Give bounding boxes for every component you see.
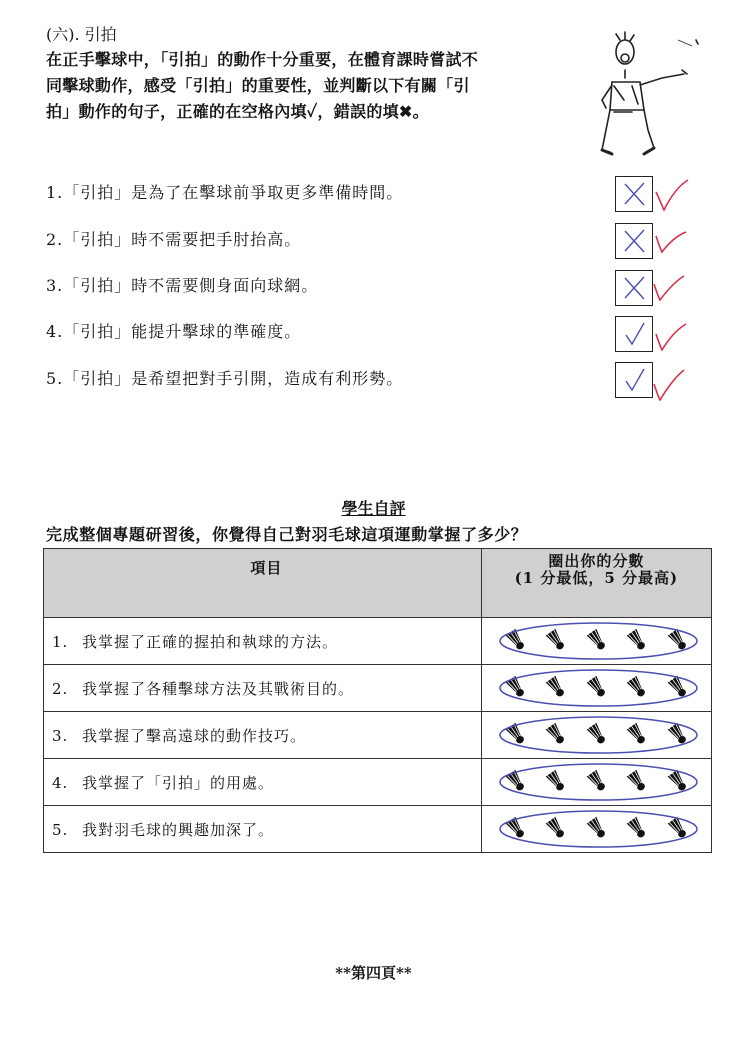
page-footer: **第四頁** (335, 964, 412, 982)
score-cell[interactable] (481, 665, 711, 712)
row-number: 1. (52, 632, 69, 651)
student-cross-mark (616, 177, 652, 211)
instruction-line-2: 同擊球動作，感受「引拍」的重要性，並判斷以下有關「引 (46, 76, 470, 95)
answer-box-2[interactable] (615, 223, 653, 259)
item-column-header: 項目 (44, 549, 482, 618)
row-text: 我掌握了「引拍」的用處。 (82, 773, 275, 792)
table-row (44, 618, 712, 665)
row-number: 4. (52, 773, 69, 792)
instruction-line-3: 拍」動作的句子，正確的在空格內填✓，錯誤的填✖。 (46, 102, 429, 121)
answer-box-1[interactable] (615, 176, 653, 212)
row-text: 我掌握了各種擊球方法及其戰術目的。 (82, 679, 355, 698)
self-eval-table (43, 548, 712, 853)
row-number: 5. (52, 820, 69, 839)
score-circle-mark (494, 619, 699, 663)
teacher-check-mark-3 (650, 272, 690, 306)
score-header-line-1: 圈出你的分數 (548, 552, 645, 570)
score-circle-mark (494, 807, 699, 851)
row-number: 2. (52, 679, 69, 698)
score-cell[interactable] (481, 759, 711, 806)
student-cross-mark (616, 271, 652, 305)
statement-3: 3.「引拍」時不需要側身面向球網。 (46, 276, 319, 295)
score-cell[interactable] (481, 806, 711, 853)
row-text: 我掌握了擊高遠球的動作技巧。 (82, 726, 307, 745)
score-circle-mark (494, 666, 699, 710)
statement-2: 2.「引拍」時不需要把手肘抬高。 (46, 230, 302, 249)
table-row (44, 665, 712, 712)
row-text: 我掌握了正確的握拍和執球的方法。 (82, 632, 339, 651)
score-circle-mark (494, 760, 699, 804)
self-eval-question: 完成整個專題研習後，你覺得自己對羽毛球這項運動掌握了多少？ (46, 525, 528, 544)
score-cell[interactable] (481, 712, 711, 759)
score-header-line-2: (1 分最低，5 分最高) (514, 569, 679, 587)
table-row (44, 712, 712, 759)
answer-box-5[interactable] (615, 362, 653, 398)
instruction-line-1: 在正手擊球中，「引拍」的動作十分重要，在體育課時嘗試不 (46, 50, 479, 69)
student-check-mark (616, 363, 652, 397)
section-title: (六). 引拍 (46, 25, 117, 44)
table-row (44, 759, 712, 806)
instructions (46, 47, 596, 125)
teacher-check-mark-4 (652, 318, 692, 356)
student-check-mark (616, 317, 652, 351)
statement-4: 4.「引拍」能提升擊球的準確度。 (46, 322, 302, 341)
teacher-check-mark-1 (652, 176, 692, 216)
statement-1: 1.「引拍」是為了在擊球前爭取更多準備時間。 (46, 183, 404, 202)
answer-box-3[interactable] (615, 270, 653, 306)
row-number: 3. (52, 726, 69, 745)
answer-box-4[interactable] (615, 316, 653, 352)
teacher-check-mark-5 (650, 364, 690, 404)
table-header-row (44, 549, 712, 618)
self-eval-heading: 學生自評 (341, 499, 406, 518)
score-column-header (481, 549, 711, 618)
score-cell[interactable] (481, 618, 711, 665)
badminton-player-illustration (592, 30, 702, 165)
teacher-check-mark-2 (652, 226, 692, 260)
table-row (44, 806, 712, 853)
statement-5: 5.「引拍」是希望把對手引開，造成有利形勢。 (46, 369, 404, 388)
row-text: 我對羽毛球的興趣加深了。 (82, 820, 275, 839)
score-circle-mark (494, 713, 699, 757)
student-cross-mark (616, 224, 652, 258)
